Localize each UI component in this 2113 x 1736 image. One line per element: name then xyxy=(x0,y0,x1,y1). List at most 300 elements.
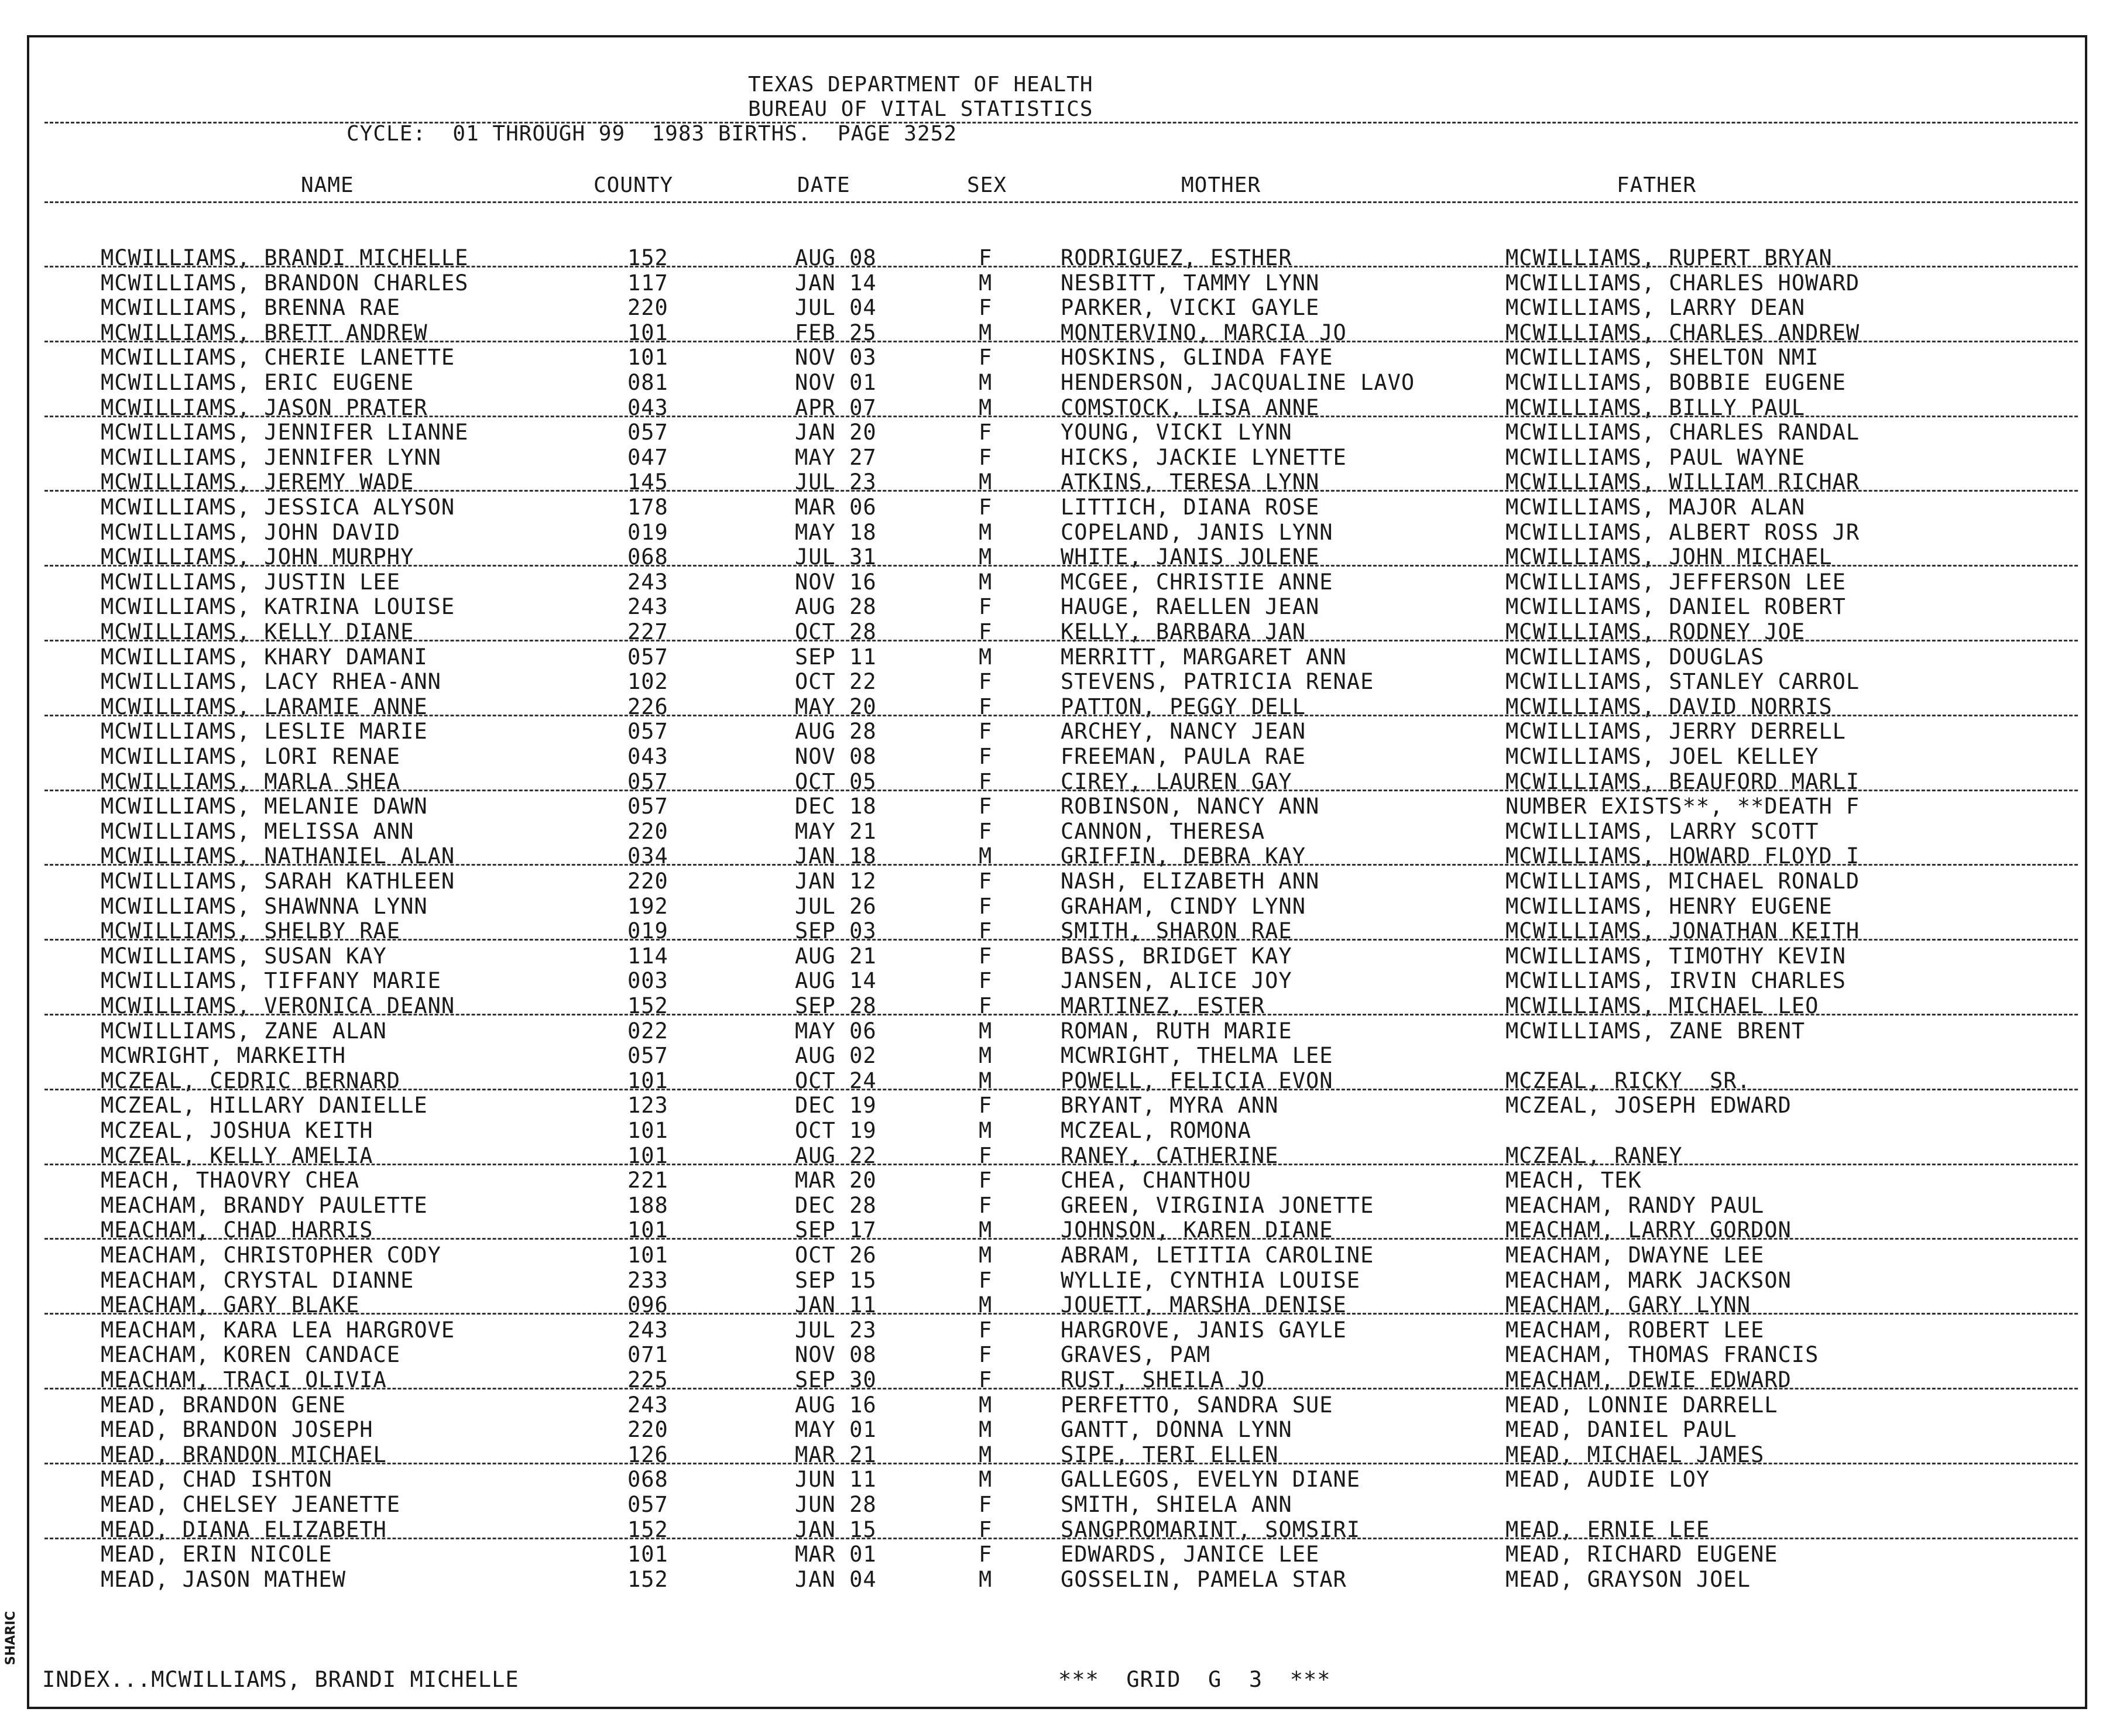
cell-father: MCWILLIAMS, HOWARD FLOYD I xyxy=(1505,843,1860,869)
cell-county: 068 xyxy=(627,544,668,570)
cell-county: 243 xyxy=(627,1317,668,1343)
cell-county: 047 xyxy=(627,444,668,470)
cell-date: MAY 21 xyxy=(795,818,877,844)
cell-father: MEACHAM, MARK JACKSON xyxy=(1505,1267,1792,1293)
cell-mother: PATTON, PEGGY DELL xyxy=(1061,694,1306,719)
table-row xyxy=(0,1567,2113,1592)
cell-county: 101 xyxy=(627,345,668,370)
cell-father: MCWILLIAMS, DOUGLAS xyxy=(1505,644,1765,670)
cell-date: JAN 18 xyxy=(795,843,877,869)
cell-sex: M xyxy=(979,469,993,495)
cell-date: OCT 05 xyxy=(795,768,877,794)
cell-name: MCWILLIAMS, SHELBY RAE xyxy=(101,918,401,944)
cell-date: MAR 20 xyxy=(795,1168,877,1193)
cell-mother: GOSSELIN, PAMELA STAR xyxy=(1061,1566,1347,1592)
cell-date: AUG 02 xyxy=(795,1043,877,1069)
cell-mother: CIREY, LAUREN GAY xyxy=(1061,768,1292,794)
cell-name: MEAD, CHELSEY JEANETTE xyxy=(101,1492,401,1517)
cell-county: 057 xyxy=(627,719,668,745)
cell-date: JAN 11 xyxy=(795,1292,877,1318)
table-row xyxy=(0,944,2113,969)
table-row xyxy=(0,1044,2113,1068)
cell-name: MEACHAM, CHRISTOPHER CODY xyxy=(101,1243,441,1268)
table-row xyxy=(0,794,2113,819)
cell-father: MCWILLIAMS, WILLIAM RICHAR xyxy=(1505,469,1860,495)
cell-sex: M xyxy=(979,544,993,570)
table-row xyxy=(0,1393,2113,1418)
cell-father: MCWILLIAMS, BILLY PAUL xyxy=(1505,394,1806,420)
row-separator xyxy=(44,266,2078,267)
table-row xyxy=(0,296,2113,320)
cell-county: 043 xyxy=(627,394,668,420)
cell-mother: MCGEE, CHRISTIE ANNE xyxy=(1061,569,1333,595)
row-separator xyxy=(44,490,2078,492)
cell-father: MCWILLIAMS, CHARLES ANDREW xyxy=(1505,320,1860,345)
table-row xyxy=(0,370,2113,395)
cell-county: 101 xyxy=(627,1217,668,1243)
cell-name: MEAD, ERIN NICOLE xyxy=(101,1542,332,1567)
cell-sex: F xyxy=(979,295,993,321)
table-row xyxy=(0,819,2113,844)
cell-father: MCZEAL, RANEY xyxy=(1505,1143,1683,1168)
cell-sex: F xyxy=(979,245,993,270)
cell-name: MEACHAM, BRANDY PAULETTE xyxy=(101,1192,428,1218)
row-separator xyxy=(44,341,2078,342)
cell-mother: MCWRIGHT, THELMA LEE xyxy=(1061,1043,1333,1069)
cell-date: SEP 15 xyxy=(795,1267,877,1293)
cell-name: MCWILLIAMS, BRETT ANDREW xyxy=(101,320,428,345)
cell-county: 243 xyxy=(627,1392,668,1418)
cell-name: MEAD, BRANDON MICHAEL xyxy=(101,1442,387,1467)
cell-mother: FREEMAN, PAULA RAE xyxy=(1061,744,1306,769)
table-row xyxy=(0,1318,2113,1343)
cell-mother: YOUNG, VICKI LYNN xyxy=(1061,420,1292,445)
cell-mother: PERFETTO, SANDRA SUE xyxy=(1061,1392,1333,1418)
cell-sex: F xyxy=(979,869,993,894)
cell-county: 101 xyxy=(627,1143,668,1168)
cell-date: DEC 19 xyxy=(795,1093,877,1119)
row-separator xyxy=(44,416,2078,417)
cell-father: MEAD, GRAYSON JOEL xyxy=(1505,1566,1751,1592)
column-header-father: FATHER xyxy=(1617,173,1697,197)
row-separator xyxy=(44,1089,2078,1090)
cell-father: MCWILLIAMS, ALBERT ROSS JR xyxy=(1505,519,1860,545)
cell-date: SEP 03 xyxy=(795,918,877,944)
cell-mother: KELLY, BARBARA JAN xyxy=(1061,619,1306,644)
cell-county: 243 xyxy=(627,594,668,620)
cell-sex: F xyxy=(979,768,993,794)
cell-date: APR 07 xyxy=(795,394,877,420)
table-row xyxy=(0,1119,2113,1143)
cell-date: JUL 23 xyxy=(795,469,877,495)
cell-father: MCWILLIAMS, DANIEL ROBERT xyxy=(1505,594,1846,620)
cell-county: 123 xyxy=(627,1093,668,1119)
cell-sex: F xyxy=(979,594,993,620)
side-stamp: SHARIC xyxy=(4,1611,18,1665)
cell-name: MCWILLIAMS, KHARY DAMANI xyxy=(101,644,428,670)
bureau-title: BUREAU OF VITAL STATISTICS xyxy=(748,97,1093,121)
cell-name: MEACHAM, KOREN CANDACE xyxy=(101,1342,401,1368)
cell-name: MCWILLIAMS, VERONICA DEANN xyxy=(101,993,455,1018)
cell-county: 233 xyxy=(627,1267,668,1293)
cell-county: 220 xyxy=(627,1417,668,1443)
cell-father: MCZEAL, JOSEPH EDWARD xyxy=(1505,1093,1792,1119)
cell-county: 220 xyxy=(627,295,668,321)
cell-county: 145 xyxy=(627,469,668,495)
cell-mother: HENDERSON, JACQUALINE LAVO xyxy=(1061,370,1415,395)
cell-father: MEACHAM, ROBERT LEE xyxy=(1505,1317,1765,1343)
cell-mother: BASS, BRIDGET KAY xyxy=(1061,943,1292,969)
cell-name: MCZEAL, CEDRIC BERNARD xyxy=(101,1068,401,1093)
cell-mother: RANEY, CATHERINE xyxy=(1061,1143,1279,1168)
cell-county: 019 xyxy=(627,918,668,944)
cell-date: MAY 06 xyxy=(795,1018,877,1044)
cell-county: 243 xyxy=(627,569,668,595)
cell-name: MCWILLIAMS, SHAWNNA LYNN xyxy=(101,893,428,919)
cell-father: MEAD, ERNIE LEE xyxy=(1505,1517,1710,1542)
cell-mother: CANNON, THERESA xyxy=(1061,818,1265,844)
cell-mother: COMSTOCK, LISA ANNE xyxy=(1061,394,1320,420)
cell-county: 057 xyxy=(627,794,668,819)
table-row xyxy=(0,894,2113,919)
cell-sex: M xyxy=(979,519,993,545)
cell-sex: F xyxy=(979,1192,993,1218)
table-row xyxy=(0,1093,2113,1118)
cell-father: MCWILLIAMS, MICHAEL LEO xyxy=(1505,993,1819,1018)
cell-mother: HICKS, JACKIE LYNETTE xyxy=(1061,444,1347,470)
cell-sex: M xyxy=(979,1566,993,1592)
cell-name: MCWILLIAMS, JENNIFER LIANNE xyxy=(101,420,469,445)
cell-father: MCWILLIAMS, RODNEY JOE xyxy=(1505,619,1806,644)
cell-sex: F xyxy=(979,420,993,445)
cell-mother: RUST, SHEILA JO xyxy=(1061,1367,1265,1392)
table-row xyxy=(0,420,2113,445)
cell-name: MCWILLIAMS, BRENNA RAE xyxy=(101,295,401,321)
cell-mother: PARKER, VICKI GAYLE xyxy=(1061,295,1320,321)
cell-mother: MERRITT, MARGARET ANN xyxy=(1061,644,1347,670)
cell-name: MEAD, JASON MATHEW xyxy=(101,1566,346,1592)
cell-name: MCWILLIAMS, CHERIE LANETTE xyxy=(101,345,455,370)
cell-date: JUN 11 xyxy=(795,1467,877,1493)
table-row xyxy=(0,1542,2113,1567)
cell-father: MEACHAM, THOMAS FRANCIS xyxy=(1505,1342,1819,1368)
cell-date: OCT 28 xyxy=(795,619,877,644)
cell-name: MCWILLIAMS, JASON PRATER xyxy=(101,394,428,420)
cell-date: MAY 20 xyxy=(795,694,877,719)
cell-mother: RODRIGUEZ, ESTHER xyxy=(1061,245,1292,270)
cell-sex: F xyxy=(979,744,993,769)
cell-mother: GRAHAM, CINDY LYNN xyxy=(1061,893,1306,919)
cell-mother: STEVENS, PATRICIA RENAE xyxy=(1061,669,1374,695)
table-row xyxy=(0,1243,2113,1268)
cell-name: MCWILLIAMS, JUSTIN LEE xyxy=(101,569,401,595)
cell-date: MAY 01 xyxy=(795,1417,877,1443)
cell-mother: GREEN, VIRGINIA JONETTE xyxy=(1061,1192,1374,1218)
cell-date: MAY 18 xyxy=(795,519,877,545)
cell-father: MCWILLIAMS, BEAUFORD MARLI xyxy=(1505,768,1860,794)
cell-sex: F xyxy=(979,694,993,719)
cell-father: MCZEAL, RICKY SR. xyxy=(1505,1068,1751,1093)
cell-mother: GRIFFIN, DEBRA KAY xyxy=(1061,843,1306,869)
cell-name: MCWILLIAMS, JENNIFER LYNN xyxy=(101,444,441,470)
cell-sex: M xyxy=(979,1018,993,1044)
cell-mother: SMITH, SHIELA ANN xyxy=(1061,1492,1292,1517)
cell-name: MEACHAM, CHAD HARRIS xyxy=(101,1217,373,1243)
column-header-sex: SEX xyxy=(967,173,1007,197)
cell-county: 117 xyxy=(627,270,668,296)
cell-sex: F xyxy=(979,993,993,1018)
cell-sex: F xyxy=(979,1317,993,1343)
cell-date: SEP 30 xyxy=(795,1367,877,1392)
cell-name: MCWILLIAMS, MELANIE DAWN xyxy=(101,794,428,819)
cell-father: MCWILLIAMS, LARRY SCOTT xyxy=(1505,818,1819,844)
cell-county: 057 xyxy=(627,644,668,670)
cell-date: OCT 22 xyxy=(795,669,877,695)
cell-name: MCZEAL, HILLARY DANIELLE xyxy=(101,1093,428,1119)
cell-name: MCWILLIAMS, JOHN DAVID xyxy=(101,519,401,545)
cell-date: AUG 21 xyxy=(795,943,877,969)
cell-sex: F xyxy=(979,1367,993,1392)
cell-county: 057 xyxy=(627,768,668,794)
cell-name: MCWILLIAMS, BRANDI MICHELLE xyxy=(101,245,469,270)
table-row xyxy=(0,869,2113,894)
cell-date: AUG 08 xyxy=(795,245,877,270)
cell-date: AUG 22 xyxy=(795,1143,877,1168)
cell-sex: M xyxy=(979,270,993,296)
cell-county: 114 xyxy=(627,943,668,969)
cell-name: MCZEAL, JOSHUA KEITH xyxy=(101,1118,373,1143)
cell-mother: NESBITT, TAMMY LYNN xyxy=(1061,270,1320,296)
cell-sex: M xyxy=(979,1217,993,1243)
table-row xyxy=(0,345,2113,370)
cell-county: 188 xyxy=(627,1192,668,1218)
cell-name: MEAD, DIANA ELIZABETH xyxy=(101,1517,387,1542)
cell-county: 043 xyxy=(627,744,668,769)
cell-date: JUL 04 xyxy=(795,295,877,321)
cell-sex: M xyxy=(979,843,993,869)
cell-father: MCWILLIAMS, TIMOTHY KEVIN xyxy=(1505,943,1846,969)
cell-date: AUG 16 xyxy=(795,1392,877,1418)
table-row xyxy=(0,1168,2113,1193)
row-separator xyxy=(44,1538,2078,1539)
table-row xyxy=(0,1418,2113,1442)
cell-date: AUG 28 xyxy=(795,719,877,745)
row-separator xyxy=(44,1014,2078,1015)
cell-sex: F xyxy=(979,345,993,370)
cell-mother: MONTERVINO, MARCIA JO xyxy=(1061,320,1347,345)
cell-county: 022 xyxy=(627,1018,668,1044)
table-row xyxy=(0,445,2113,470)
cell-sex: F xyxy=(979,444,993,470)
cell-county: 102 xyxy=(627,669,668,695)
cell-father: MCWILLIAMS, JOEL KELLEY xyxy=(1505,744,1819,769)
cycle-line: CYCLE: 01 THROUGH 99 1983 BIRTHS. PAGE 3252 xyxy=(347,122,957,146)
cell-father: MCWILLIAMS, BOBBIE EUGENE xyxy=(1505,370,1846,395)
table-row xyxy=(0,495,2113,520)
cell-county: 126 xyxy=(627,1442,668,1467)
cell-name: MCWILLIAMS, JESSICA ALYSON xyxy=(101,495,455,520)
row-separator xyxy=(44,939,2078,941)
cell-name: MEAD, BRANDON JOSEPH xyxy=(101,1417,373,1443)
cell-county: 226 xyxy=(627,694,668,719)
cell-name: MCWILLIAMS, LARAMIE ANNE xyxy=(101,694,428,719)
cell-father: MCWILLIAMS, JONATHAN KEITH xyxy=(1505,918,1860,944)
cell-sex: M xyxy=(979,320,993,345)
cell-sex: F xyxy=(979,719,993,745)
cell-sex: F xyxy=(979,1143,993,1168)
cell-date: FEB 25 xyxy=(795,320,877,345)
cell-sex: F xyxy=(979,1492,993,1517)
cell-name: MEACHAM, GARY BLAKE xyxy=(101,1292,360,1318)
cell-county: 101 xyxy=(627,1243,668,1268)
table-row xyxy=(0,1467,2113,1492)
cell-father: MCWILLIAMS, MAJOR ALAN xyxy=(1505,495,1806,520)
cell-date: OCT 26 xyxy=(795,1243,877,1268)
cell-sex: F xyxy=(979,794,993,819)
grid-footer: *** GRID G 3 *** xyxy=(1058,1667,1331,1692)
cell-sex: M xyxy=(979,1467,993,1493)
cell-father: MCWILLIAMS, PAUL WAYNE xyxy=(1505,444,1806,470)
cell-mother: ROMAN, RUTH MARIE xyxy=(1061,1018,1292,1044)
cell-mother: JOUETT, MARSHA DENISE xyxy=(1061,1292,1347,1318)
cell-date: NOV 03 xyxy=(795,345,877,370)
cell-county: 019 xyxy=(627,519,668,545)
cell-father: MEACHAM, RANDY PAUL xyxy=(1505,1192,1765,1218)
cell-county: 057 xyxy=(627,420,668,445)
cell-name: MCWRIGHT, MARKEITH xyxy=(101,1043,346,1069)
column-header-county: COUNTY xyxy=(594,173,674,197)
cell-date: DEC 28 xyxy=(795,1192,877,1218)
table-row xyxy=(0,1493,2113,1517)
cell-father: MEACHAM, GARY LYNN xyxy=(1505,1292,1751,1318)
table-row xyxy=(0,520,2113,545)
cell-father: MCWILLIAMS, CHARLES HOWARD xyxy=(1505,270,1860,296)
row-separator xyxy=(44,864,2078,866)
column-header-mother: MOTHER xyxy=(1181,173,1261,197)
cell-father: MCWILLIAMS, JEFFERSON LEE xyxy=(1505,569,1846,595)
cell-sex: F xyxy=(979,1093,993,1119)
cell-county: 152 xyxy=(627,1566,668,1592)
row-separator xyxy=(44,715,2078,716)
cell-name: MEAD, BRANDON GENE xyxy=(101,1392,346,1418)
cell-father: MEAD, DANIEL PAUL xyxy=(1505,1417,1737,1443)
cell-sex: F xyxy=(979,968,993,994)
cell-county: 221 xyxy=(627,1168,668,1193)
cell-date: NOV 01 xyxy=(795,370,877,395)
cell-mother: HOSKINS, GLINDA FAYE xyxy=(1061,345,1333,370)
table-row xyxy=(0,1268,2113,1293)
row-separator xyxy=(44,1164,2078,1165)
cell-name: MCZEAL, KELLY AMELIA xyxy=(101,1143,373,1168)
table-row xyxy=(0,1019,2113,1044)
cell-name: MCWILLIAMS, KATRINA LOUISE xyxy=(101,594,455,620)
cell-date: SEP 17 xyxy=(795,1217,877,1243)
cell-date: MAR 21 xyxy=(795,1442,877,1467)
column-header-divider xyxy=(44,201,2078,203)
cell-name: MCWILLIAMS, LESLIE MARIE xyxy=(101,719,428,745)
cell-father: NUMBER EXISTS**, **DEATH F xyxy=(1505,794,1860,819)
table-row xyxy=(0,271,2113,296)
cell-mother: WHITE, JANIS JOLENE xyxy=(1061,544,1320,570)
cell-mother: MCZEAL, ROMONA xyxy=(1061,1118,1251,1143)
cell-mother: GALLEGOS, EVELYN DIANE xyxy=(1061,1467,1361,1493)
cell-name: MCWILLIAMS, KELLY DIANE xyxy=(101,619,414,644)
cell-sex: F xyxy=(979,943,993,969)
cell-mother: POWELL, FELICIA EVON xyxy=(1061,1068,1333,1093)
cell-county: 057 xyxy=(627,1043,668,1069)
cell-father: MEACHAM, DWAYNE LEE xyxy=(1505,1243,1765,1268)
table-row xyxy=(0,670,2113,694)
cell-sex: M xyxy=(979,1442,993,1467)
cell-father: MCWILLIAMS, JOHN MICHAEL xyxy=(1505,544,1833,570)
agency-title: TEXAS DEPARTMENT OF HEALTH xyxy=(748,73,1093,97)
cell-date: AUG 28 xyxy=(795,594,877,620)
cell-name: MCWILLIAMS, ZANE ALAN xyxy=(101,1018,387,1044)
cell-date: MAR 01 xyxy=(795,1542,877,1567)
cell-county: 071 xyxy=(627,1342,668,1368)
cell-father: MEACH, TEK xyxy=(1505,1168,1642,1193)
row-separator xyxy=(44,565,2078,567)
row-separator xyxy=(44,640,2078,641)
cell-sex: F xyxy=(979,1542,993,1567)
cell-name: MEACHAM, KARA LEA HARGROVE xyxy=(101,1317,455,1343)
cell-date: JAN 15 xyxy=(795,1517,877,1542)
cell-father: MEAD, AUDIE LOY xyxy=(1505,1467,1710,1493)
cell-name: MEAD, CHAD ISHTON xyxy=(101,1467,332,1493)
cell-mother: SIPE, TERI ELLEN xyxy=(1061,1442,1279,1467)
cell-county: 220 xyxy=(627,818,668,844)
cell-sex: M xyxy=(979,1292,993,1318)
cell-name: MCWILLIAMS, LACY RHEA-ANN xyxy=(101,669,441,695)
cell-sex: M xyxy=(979,1118,993,1143)
cell-mother: GRAVES, PAM xyxy=(1061,1342,1211,1368)
cell-name: MEACH, THAOVRY CHEA xyxy=(101,1168,360,1193)
cell-date: JAN 12 xyxy=(795,869,877,894)
cell-county: 178 xyxy=(627,495,668,520)
cell-county: 192 xyxy=(627,893,668,919)
cell-father: MEAD, MICHAEL JAMES xyxy=(1505,1442,1765,1467)
cell-name: MEACHAM, CRYSTAL DIANNE xyxy=(101,1267,414,1293)
cell-date: NOV 16 xyxy=(795,569,877,595)
cell-date: JAN 20 xyxy=(795,420,877,445)
cell-sex: F xyxy=(979,1168,993,1193)
cell-date: NOV 08 xyxy=(795,1342,877,1368)
cell-sex: M xyxy=(979,569,993,595)
cell-mother: BRYANT, MYRA ANN xyxy=(1061,1093,1279,1119)
cell-mother: GANTT, DONNA LYNN xyxy=(1061,1417,1292,1443)
cell-mother: ARCHEY, NANCY JEAN xyxy=(1061,719,1306,745)
cell-father: MCWILLIAMS, CHARLES RANDAL xyxy=(1505,420,1860,445)
cell-name: MCWILLIAMS, BRANDON CHARLES xyxy=(101,270,469,296)
cell-date: OCT 24 xyxy=(795,1068,877,1093)
cell-mother: ABRAM, LETITIA CAROLINE xyxy=(1061,1243,1374,1268)
cell-county: 101 xyxy=(627,320,668,345)
cell-date: SEP 11 xyxy=(795,644,877,670)
cell-county: 068 xyxy=(627,1467,668,1493)
cell-sex: F xyxy=(979,495,993,520)
cell-sex: M xyxy=(979,394,993,420)
cell-county: 152 xyxy=(627,993,668,1018)
cell-mother: JOHNSON, KAREN DIANE xyxy=(1061,1217,1333,1243)
cell-county: 152 xyxy=(627,1517,668,1542)
cell-father: MEAD, LONNIE DARRELL xyxy=(1505,1392,1778,1418)
cell-father: MCWILLIAMS, IRVIN CHARLES xyxy=(1505,968,1846,994)
cell-date: JAN 04 xyxy=(795,1566,877,1592)
cell-county: 227 xyxy=(627,619,668,644)
cell-county: 057 xyxy=(627,1492,668,1517)
cell-father: MEACHAM, LARRY GORDON xyxy=(1505,1217,1792,1243)
cell-name: MCWILLIAMS, MARLA SHEA xyxy=(101,768,401,794)
